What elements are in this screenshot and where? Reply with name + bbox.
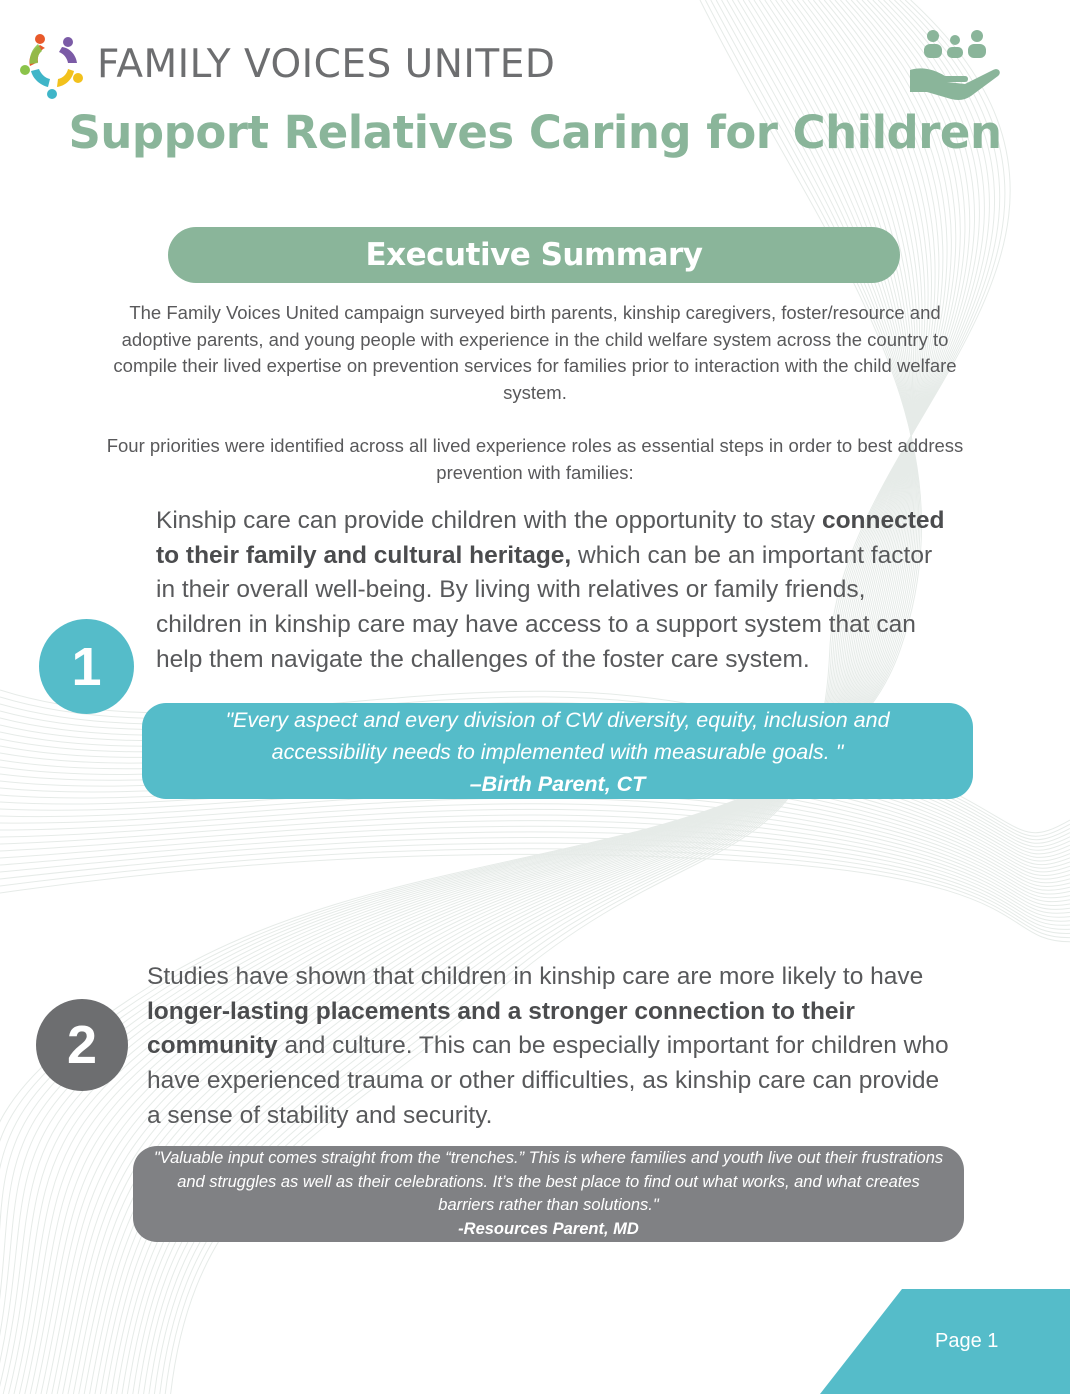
executive-summary-banner	[168, 227, 900, 283]
priority-1-quote	[142, 703, 973, 799]
family-circle-logo-icon	[18, 30, 86, 100]
priority-2-text: Studies have shown that children in kinship care are more likely to have longer-lasting placements and a stronger connection to their community and culture. This can be especially important for children who have experienced trauma or other difficulties, as kinship care can provide a sense of stability and security.	[147, 963, 949, 1129]
page-title: Support Relatives Caring for Children	[68, 106, 1002, 159]
priority-2-quote	[133, 1146, 964, 1242]
quote-attribution: -Resources Parent, MD	[458, 1219, 639, 1238]
priority-1-text: Kinship care can provide children with the opportunity to stay connected to their family and cultural heritage, which can be an important factor in their overall well-being. By living with relatives or family friends, children in kinship care may have access to a support system that can help them navigate the challenges of the foster care system.	[156, 507, 945, 673]
quote-attribution: –Birth Parent, CT	[469, 772, 646, 796]
priority-1-highlight: connected to their family and cultural heritage,	[156, 507, 945, 569]
priority-2-number-badge: 2	[36, 999, 128, 1091]
executive-summary-heading: Executive Summary	[365, 237, 703, 273]
priority-1-number-badge: 1	[39, 619, 134, 714]
page-number: Page 1	[935, 1330, 999, 1352]
quote-line: "Valuable input comes straight from the “trenches.” This is where families and youth live out their frustrations	[153, 1149, 944, 1167]
priorities-intro: Four priorities were identified across all lived experience roles as essential steps in order to best address prevention with families:	[106, 435, 964, 483]
quote-line: accessibility needs to implemented with measurable goals. "	[271, 740, 844, 764]
quote-line: and struggles as well as their celebrations. It’s the best place to find out what works, and what creates	[177, 1172, 920, 1191]
people-in-hand-icon	[905, 26, 1005, 106]
intro-paragraph: The Family Voices United campaign surveyed birth parents, kinship caregivers, foster/resource and adoptive parents, and young people with experience in the child welfare system across the country to compile their lived expertise on prevention services for families prior to interaction with the child welfare system.	[113, 302, 957, 403]
quote-line: "Every aspect and every division of CW diversity, equity, inclusion and	[225, 708, 890, 732]
quote-line: barriers rather than solutions."	[438, 1196, 659, 1214]
org-name: FAMILY VOICES UNITED	[97, 42, 556, 87]
priority-2-highlight: longer-lasting placements and a stronger connection to their community	[147, 997, 855, 1060]
